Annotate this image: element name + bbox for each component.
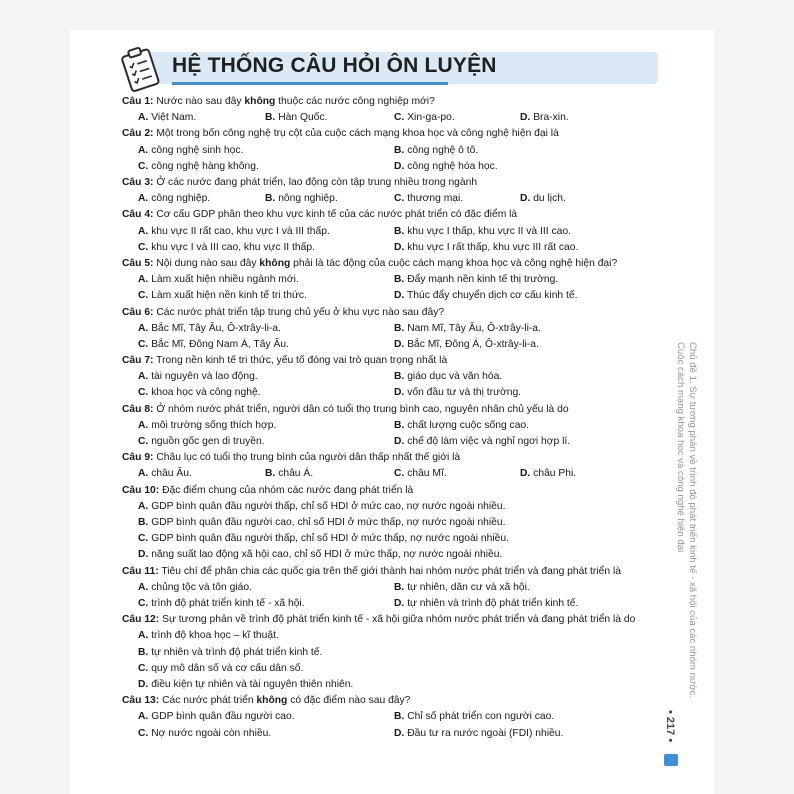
answer-option [138, 501, 506, 512]
option-key: C. [394, 468, 405, 480]
option-key: C. [138, 436, 149, 448]
options-row [122, 191, 662, 207]
answer-option [138, 418, 276, 434]
question-stem [122, 353, 662, 369]
option-text: điều kiện tự nhiên và tài nguyên thiên nhiên. [151, 678, 354, 690]
option-key: C. [138, 387, 149, 399]
question-number: Câu 4: [122, 209, 154, 221]
question-text: Cơ cấu GDP phân theo khu vực kinh tế của các nước phát triển có đặc điểm là [156, 209, 518, 221]
option-key: C. [394, 112, 405, 124]
option-key: D. [394, 387, 405, 399]
emphasis-word: không [244, 96, 276, 107]
option-text: trình độ khoa học – kĩ thuật. [151, 630, 279, 642]
emphasis-word: không [259, 257, 291, 269]
question-stem [122, 207, 662, 223]
option-key: B. [394, 581, 405, 593]
answer-option [138, 337, 289, 353]
question-text: có đặc điểm nào sau đây? [287, 695, 411, 707]
answer-option [138, 110, 196, 126]
options-row [122, 499, 662, 515]
option-key: D. [520, 468, 531, 480]
option-key: A. [138, 500, 149, 512]
option-key: B. [265, 112, 276, 124]
option-key: C. [138, 338, 149, 350]
option-text: công nghệ hóa học. [407, 160, 498, 172]
clipboard-checklist-icon [118, 44, 164, 94]
option-text: môi trường sống thích hợp. [151, 419, 277, 431]
answer-option [138, 385, 261, 401]
question-text: Nội dung nào sau đây [156, 257, 260, 269]
question-number: Câu 12: [122, 614, 160, 626]
option-key: C. [394, 193, 405, 205]
option-text: Bắc Mĩ, Đông Nam Á, Tây Âu. [151, 338, 289, 350]
question-text: phải là tác động của cuộc cách mạng khoa học và công nghệ hiện đại? [290, 257, 618, 269]
question-number: Câu 3: [122, 176, 154, 188]
option-key: A. [138, 630, 149, 642]
question-text: Đặc điểm chung của nhóm các nước đang phát triển là [162, 484, 414, 496]
answer-option [138, 191, 210, 207]
answer-option [138, 580, 252, 596]
option-key: C. [138, 241, 149, 253]
answer-option [138, 466, 192, 482]
option-text: Thúc đẩy chuyển dịch cơ cấu kinh tế. [407, 290, 578, 302]
answer-option [138, 143, 243, 159]
options-row [122, 531, 662, 547]
option-text: Bra-xin. [533, 112, 569, 124]
option-text: tự nhiên và trình độ phát triển kinh tế. [151, 646, 323, 658]
option-text: chất lượng cuộc sống cao. [407, 419, 530, 431]
answer-option [138, 647, 322, 658]
option-key: A. [138, 144, 149, 156]
option-key: D. [394, 597, 405, 609]
option-text: châu Á. [278, 468, 314, 480]
title-underline [172, 82, 448, 85]
option-key: A. [138, 322, 149, 334]
option-text: quy mô dân số và cơ cấu dân số. [151, 662, 304, 674]
option-text: Hàn Quốc. [278, 112, 328, 124]
option-text: vốn đầu tư và thị trường. [407, 387, 522, 399]
question-stem [122, 175, 662, 191]
question-text: Tiêu chí để phân chia các quốc gia trên thế giới thành hai nhóm nước phát triển và đang phát triển là [161, 565, 621, 577]
option-key: A. [138, 193, 149, 205]
options-row [122, 369, 662, 385]
options-row [122, 709, 662, 725]
answer-option [138, 533, 509, 544]
option-key: A. [138, 225, 149, 237]
answer-option [394, 272, 558, 288]
question-number: Câu 11: [122, 565, 159, 577]
options-row [122, 337, 662, 353]
question-list [122, 94, 662, 742]
question-stem [122, 402, 662, 418]
answer-option [394, 466, 447, 482]
options-row [122, 580, 662, 596]
options-row [122, 466, 662, 482]
option-text: Nam Mĩ, Tây Âu, Ô-xtrây-li-a. [407, 322, 541, 334]
answer-option [138, 726, 271, 742]
question-text: Các nước phát triển [162, 695, 257, 707]
answer-option [394, 110, 455, 126]
option-text: Xin-ga-po. [407, 112, 455, 124]
option-key: B. [265, 193, 276, 205]
option-text: khu vực I và III cao, khu vực II thấp. [151, 241, 315, 253]
option-text: Làm xuất hiện nền kinh tế tri thức. [151, 290, 307, 302]
option-text: Nợ nước ngoài còn nhiều. [151, 727, 272, 739]
option-text: khu vực I rất thấp, khu vực III rất cao. [407, 241, 579, 253]
options-row [122, 628, 662, 644]
question-number: Câu 10: [122, 484, 160, 496]
question-number: Câu 8: [122, 403, 154, 415]
answer-option [138, 630, 279, 641]
option-text: tự nhiên và trình độ phát triển kinh tế. [407, 597, 579, 609]
option-text: năng suất lao động xã hội cao, chỉ số HDI ở mức thấp, nợ nước ngoài nhiều. [151, 549, 503, 561]
option-key: A. [138, 112, 149, 124]
answer-option [520, 110, 569, 126]
option-key: B. [394, 322, 405, 334]
option-key: B. [138, 646, 149, 658]
option-text: tự nhiên, dân cư và xã hội. [407, 581, 530, 593]
answer-option [394, 224, 571, 240]
answer-option [138, 596, 305, 612]
question-number: Câu 6: [122, 306, 154, 318]
answer-option [394, 418, 529, 434]
option-text: Việt Nam. [151, 112, 197, 124]
option-key: B. [394, 711, 405, 723]
question-number: Câu 5: [122, 257, 154, 269]
answer-option [394, 580, 530, 596]
option-key: A. [138, 419, 149, 431]
option-text: GDP bình quân đầu người thấp, chỉ số HDI ở mức cao, nợ nước ngoài nhiều. [151, 500, 506, 512]
question-number: Câu 1: [122, 96, 154, 107]
answer-option [394, 143, 478, 159]
option-key: B. [138, 517, 149, 529]
question-text: Trong nền kinh tế tri thức, yếu tố đóng vai trò quan trọng nhất là [156, 355, 448, 367]
option-key: C. [138, 597, 149, 609]
answer-option [520, 191, 566, 207]
option-text: châu Âu. [151, 468, 192, 480]
option-key: C. [138, 160, 149, 172]
option-key: B. [394, 144, 405, 156]
answer-option [265, 466, 313, 482]
answer-option [394, 434, 570, 450]
question-stem [122, 305, 662, 321]
option-text: Làm xuất hiện nhiều ngành mới. [151, 274, 299, 286]
options-row [122, 596, 662, 612]
page-title: HỆ THỐNG CÂU HỎI ÔN LUYỆN [172, 54, 497, 77]
question-stem [122, 256, 662, 272]
page-number: • 217 • [664, 710, 676, 743]
answer-option [138, 240, 315, 256]
running-header [674, 342, 698, 732]
option-key: A. [138, 371, 149, 383]
answer-option [138, 517, 506, 528]
options-row [122, 677, 662, 693]
options-row [122, 159, 662, 175]
running-header-line1: Chủ đề 1. Sự tương phản về trình độ phát triển kinh tế - xã hội của các nhóm nước. [687, 342, 698, 699]
options-row [122, 224, 662, 240]
question-number: Câu 13: [122, 695, 160, 707]
options-row [122, 272, 662, 288]
option-key: C. [138, 727, 149, 739]
answer-option [138, 288, 307, 304]
option-text: Đầu tư ra nước ngoài (FDI) nhiều. [407, 727, 564, 739]
options-row [122, 240, 662, 256]
question-number: Câu 9: [122, 452, 154, 464]
running-header-line2: Cuộc cách mạng khoa học và công nghệ hiện đại [675, 342, 686, 553]
answer-option [138, 224, 330, 240]
answer-option [394, 288, 577, 304]
answer-option [138, 159, 259, 175]
answer-option [138, 679, 353, 690]
options-row [122, 661, 662, 677]
options-row [122, 645, 662, 661]
question-text: thuộc các nước công nghiệp mới? [275, 96, 435, 107]
option-text: Chỉ số phát triển con người cao. [407, 711, 555, 723]
question-text: Nước nào sau đây [156, 96, 245, 107]
option-key: A. [138, 711, 149, 723]
answer-option [394, 240, 578, 256]
answer-option [394, 726, 563, 742]
option-text: Bắc Mĩ, Tây Âu, Ô-xtrây-li-a. [151, 322, 281, 334]
question-stem [122, 450, 662, 466]
answer-option [394, 159, 498, 175]
option-key: A. [138, 274, 149, 286]
answer-option [394, 385, 521, 401]
option-key: D. [520, 193, 531, 205]
options-row [122, 418, 662, 434]
answer-option [138, 369, 258, 385]
answer-option [265, 191, 338, 207]
option-text: giáo dục và văn hóa. [407, 371, 503, 383]
answer-option [394, 191, 463, 207]
option-key: A. [138, 468, 149, 480]
option-key: D. [138, 678, 149, 690]
option-text: tài nguyên và lao động. [151, 371, 258, 383]
answer-option [138, 709, 295, 725]
question-text: Sự tương phản về trình độ phát triển kinh tế - xã hội giữa nhóm nước phát triển và đang phát triển là do [162, 614, 636, 626]
option-text: trình độ phát triển kinh tế - xã hội. [151, 597, 305, 609]
answer-option [520, 466, 576, 482]
options-row [122, 547, 662, 563]
options-row [122, 515, 662, 531]
question-stem [122, 612, 662, 628]
option-key: D. [394, 241, 405, 253]
answer-option [138, 663, 303, 674]
question-text: Các nước phát triển tập trung chủ yếu ở khu vực nào sau đây? [156, 306, 445, 318]
options-row [122, 321, 662, 337]
option-key: D. [394, 727, 405, 739]
options-row [122, 110, 662, 126]
option-key: B. [394, 274, 405, 286]
answer-option [394, 337, 539, 353]
question-stem [122, 126, 662, 142]
option-key: C. [138, 662, 149, 674]
question-text: Châu lục có tuổi thọ trung bình của người dân thấp nhất thế giới là [156, 452, 461, 464]
option-text: nông nghiệp. [278, 193, 338, 205]
option-text: khu vực II rất cao, khu vực I và III thấp. [151, 225, 330, 237]
answer-option [138, 272, 299, 288]
option-key: B. [394, 225, 405, 237]
emphasis-word: không [256, 695, 288, 707]
answer-option [394, 709, 554, 725]
answer-option [394, 369, 502, 385]
option-key: B. [394, 419, 405, 431]
option-key: A. [138, 581, 149, 593]
answer-option [138, 549, 502, 560]
option-key: D. [138, 549, 149, 561]
option-key: D. [394, 290, 405, 302]
option-text: thương mại. [407, 193, 464, 205]
answer-option [138, 434, 265, 450]
option-key: B. [265, 468, 276, 480]
answer-option [394, 321, 541, 337]
option-key: C. [138, 533, 149, 545]
option-key: D. [394, 338, 405, 350]
question-text: Ở các nước đang phát triển, lao động còn tập trung nhiều trong ngành [156, 176, 478, 188]
options-row [122, 726, 662, 742]
question-number: Câu 2: [122, 128, 154, 140]
option-text: GDP bình quân đầu người cao, chỉ số HDI ở mức thấp, nợ nước ngoài nhiều. [151, 517, 506, 529]
option-text: chế độ làm việc và nghỉ ngơi hợp lí. [407, 436, 571, 448]
option-text: khoa học và công nghệ. [151, 387, 261, 399]
option-text: chủng tộc và tôn giáo. [151, 581, 252, 593]
option-key: B. [394, 371, 405, 383]
option-key: D. [520, 112, 531, 124]
option-text: nguồn gốc gen di truyền. [151, 436, 265, 448]
option-text: công nghiệp. [151, 193, 211, 205]
option-text: châu Phi. [533, 468, 577, 480]
option-text: Đẩy mạnh nền kinh tế thị trường. [407, 274, 559, 286]
option-text: châu Mĩ. [407, 468, 447, 480]
option-text: du lịch. [533, 193, 566, 205]
answer-option [265, 110, 327, 126]
question-number: Câu 7: [122, 355, 154, 367]
option-text: GDP bình quân đầu người cao. [151, 711, 295, 723]
option-text: GDP bình quân đầu người thấp, chỉ số HDI ở mức thấp, nợ nước ngoài nhiều. [151, 533, 509, 545]
option-key: C. [138, 290, 149, 302]
chapter-tab [664, 754, 678, 766]
question-stem [122, 564, 662, 580]
options-row [122, 434, 662, 450]
question-stem [122, 94, 662, 110]
option-key: D. [394, 436, 405, 448]
question-text: Ở nhóm nước phát triển, người dân có tuổi thọ trung bình cao, nguyên nhân chủ yếu là do [156, 403, 569, 415]
option-text: công nghệ hàng không. [151, 160, 259, 172]
question-stem [122, 693, 662, 709]
question-text: Một trong bốn công nghệ trụ cột của cuộc cách mạng khoa học và công nghệ hiện đại là [156, 128, 559, 140]
options-row [122, 385, 662, 401]
option-text: công nghệ sinh học. [151, 144, 244, 156]
option-text: khu vực I thấp, khu vực II và III cao. [407, 225, 571, 237]
options-row [122, 288, 662, 304]
option-key: D. [394, 160, 405, 172]
option-text: công nghệ ô tô. [407, 144, 479, 156]
option-text: Bắc Mĩ, Đông Á, Ô-xtrây-li-a. [407, 338, 539, 350]
answer-option [138, 321, 281, 337]
options-row [122, 143, 662, 159]
question-stem [122, 483, 662, 499]
answer-option [394, 596, 578, 612]
